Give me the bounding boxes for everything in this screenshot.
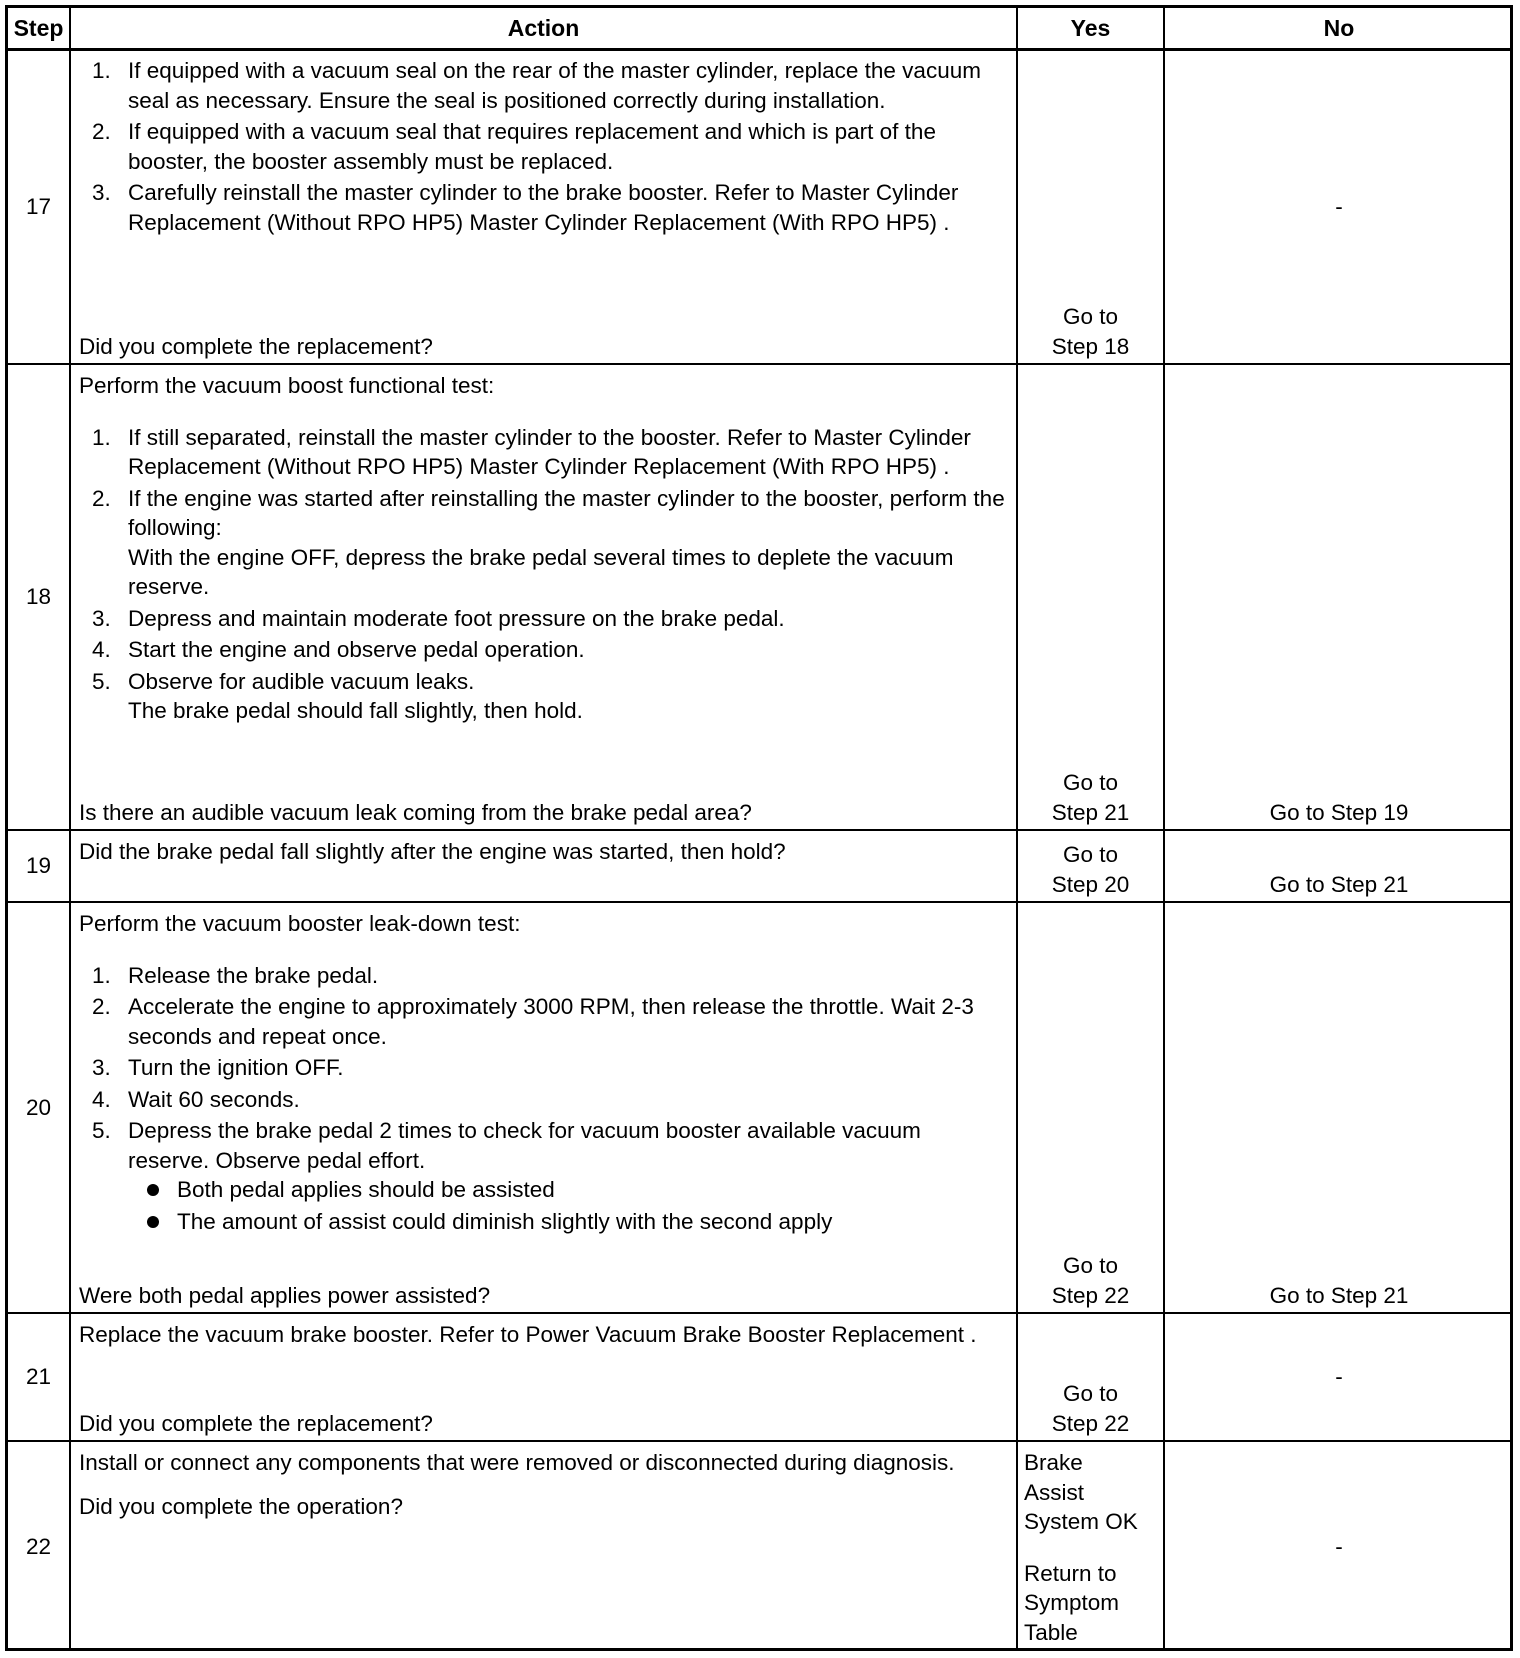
yes-line: Go to xyxy=(1062,842,1119,867)
step-number: 22 xyxy=(25,1533,52,1559)
list-item-text: If the engine was started after reinstalling the master cylinder to the booster, perform the following: xyxy=(128,485,1005,540)
yes-line: Assist xyxy=(1024,1479,1085,1505)
no-cell xyxy=(1165,903,1513,1312)
list-item-text: If equipped with a vacuum seal that requires replacement and which is part of the booster, the booster assembly must be replaced. xyxy=(128,119,936,174)
yes-cell xyxy=(1018,1314,1163,1440)
list-item-note: The brake pedal should fall slightly, then hold. xyxy=(128,698,583,723)
action-list xyxy=(79,56,1008,237)
list-item: 5. Depress the brake pedal 2 times to check for vacuum booster available vacuum reserve. Observe pedal effort. Both pedal applies should be assisted The amount of assist could diminish slightly with the second apply xyxy=(79,1116,1008,1236)
intro-text: Perform the vacuum boost functional test: xyxy=(79,373,495,398)
bullet-list xyxy=(128,1175,1008,1236)
list-item: 4. Start the engine and observe pedal operation. xyxy=(92,637,585,662)
yes-line: Brake xyxy=(1024,1450,1083,1475)
list-item-text: Turn the ignition OFF. xyxy=(128,1055,344,1080)
no-cell: - xyxy=(1335,193,1343,219)
no-line: Go to Step 21 xyxy=(1269,1282,1409,1308)
yes-line: Symptom xyxy=(1024,1590,1120,1615)
yes-cell xyxy=(1018,365,1163,829)
header-step: Step xyxy=(13,15,64,41)
yes-line: Step 22 xyxy=(1051,1410,1130,1436)
list-item-text: Depress and maintain moderate foot pressure on the brake pedal. xyxy=(128,605,785,631)
yes-line: Table xyxy=(1024,1619,1078,1645)
yes-line: Go to xyxy=(1062,1253,1119,1278)
bullet-item xyxy=(128,1207,1008,1237)
list-item-note: With the engine OFF, depress the brake pedal several times to deplete the vacuum reserve. xyxy=(128,544,954,599)
no-line: Go to Step 21 xyxy=(1269,871,1409,897)
yes-line: Step 18 xyxy=(1051,333,1130,359)
no-cell xyxy=(1165,365,1513,829)
yes-line: Step 20 xyxy=(1051,871,1130,897)
yes-cell xyxy=(1018,1442,1163,1651)
step-number: 21 xyxy=(25,1364,52,1390)
list-item-text: Release the brake pedal. xyxy=(128,962,379,988)
step-number: 17 xyxy=(25,193,52,219)
list-item-text: Observe for audible vacuum leaks. xyxy=(128,668,475,694)
bullet-item xyxy=(128,1175,1008,1205)
bullet-dot-icon xyxy=(147,1184,159,1196)
bullet-text: The amount of assist could diminish slightly with the second apply xyxy=(177,1208,833,1234)
action-cell xyxy=(71,1442,1016,1651)
action-cell xyxy=(71,50,1016,363)
question-text: Did you complete the replacement? xyxy=(79,1410,433,1436)
question-text: Did you complete the replacement? xyxy=(79,333,433,359)
action-cell xyxy=(71,903,1016,1312)
yes-line: System OK xyxy=(1024,1509,1138,1534)
list-item: 2. If the engine was started after reinstalling the master cylinder to the booster, perform the following: With the engine OFF, depress the brake pedal several times to deplete the vacuum reserve. xyxy=(79,484,1008,602)
list-item-text: Start the engine and observe pedal operation. xyxy=(128,637,585,662)
step-number: 20 xyxy=(25,1094,52,1120)
action-cell xyxy=(71,1314,1016,1440)
list-item-text: Wait 60 seconds. xyxy=(128,1086,300,1112)
list-item: 1. If still separated, reinstall the master cylinder to the booster. Refer to Master Cylinder Replacement (Without RPO HP5) Master Cylinder Replacement (With RPO HP5) . xyxy=(92,424,971,479)
header-action: Action xyxy=(507,15,580,41)
list-item-text: If still separated, reinstall the master cylinder to the booster. Refer to Master Cylinder Replacement (Without RPO HP5) Master Cylinder Replacement (With RPO HP5) . xyxy=(128,424,971,479)
header-no: No xyxy=(1323,15,1355,41)
list-item: 2. If equipped with a vacuum seal that requires replacement and which is part of the booster, the booster assembly must be replaced. xyxy=(92,119,936,174)
list-item: 4. Wait 60 seconds. xyxy=(92,1086,300,1112)
action-list xyxy=(79,423,1008,726)
yes-line: Return to xyxy=(1024,1560,1117,1586)
no-cell xyxy=(1165,831,1513,901)
list-item: 1. If equipped with a vacuum seal on the rear of the master cylinder, replace the vacuum seal as necessary. Ensure the seal is positioned correctly during installation. xyxy=(92,58,981,113)
list-item: 2. Accelerate the engine to approximately 3000 RPM, then release the throttle. Wait 2-3 seconds and repeat once. xyxy=(92,994,974,1049)
yes-cell xyxy=(1018,50,1163,363)
action-cell xyxy=(71,365,1016,829)
question-text: Did the brake pedal fall slightly after the engine was started, then hold? xyxy=(79,839,786,864)
question-text: Were both pedal applies power assisted? xyxy=(79,1282,491,1308)
bullet-dot-icon xyxy=(147,1216,159,1228)
list-item: 3. Carefully reinstall the master cylinder to the brake booster. Refer to Master Cylinder Replacement (Without RPO HP5) Master Cylinder Replacement (With RPO HP5) . xyxy=(92,180,959,235)
list-item-text: Carefully reinstall the master cylinder to the brake booster. Refer to Master Cylinder Replacement (Without RPO HP5) Master Cylinder Replacement (With RPO HP5) . xyxy=(128,180,959,235)
yes-line: Go to xyxy=(1062,770,1119,795)
yes-cell xyxy=(1018,831,1163,901)
list-item-text: Depress the brake pedal 2 times to check for vacuum booster available vacuum reserve. Observe pedal effort. xyxy=(128,1118,921,1173)
no-cell: - xyxy=(1335,1364,1343,1390)
intro-text: Replace the vacuum brake booster. Refer to Power Vacuum Brake Booster Replacement . xyxy=(79,1322,977,1347)
yes-line: Go to xyxy=(1062,1381,1119,1406)
question-text: Is there an audible vacuum leak coming from the brake pedal area? xyxy=(79,799,752,825)
list-item: 3. Depress and maintain moderate foot pressure on the brake pedal. xyxy=(92,605,785,631)
list-item: 5. Observe for audible vacuum leaks. The brake pedal should fall slightly, then hold. xyxy=(79,667,1008,726)
diagnostic-table xyxy=(5,5,1513,1651)
intro-text: Install or connect any components that were removed or disconnected during diagnosis. xyxy=(79,1450,955,1475)
list-item-text: Accelerate the engine to approximately 3000 RPM, then release the throttle. Wait 2-3 seconds and repeat once. xyxy=(128,994,974,1049)
yes-cell xyxy=(1018,903,1163,1312)
bullet-text: Both pedal applies should be assisted xyxy=(177,1177,555,1202)
no-line: Go to Step 19 xyxy=(1269,799,1409,825)
action-list xyxy=(79,961,1008,1237)
yes-line: Go to xyxy=(1062,304,1119,329)
header-yes: Yes xyxy=(1070,15,1111,41)
no-cell: - xyxy=(1335,1533,1343,1559)
list-item: 1. Release the brake pedal. xyxy=(92,962,379,988)
list-item: 3. Turn the ignition OFF. xyxy=(92,1055,344,1080)
action-cell xyxy=(71,831,1016,901)
question-text: Did you complete the operation? xyxy=(79,1493,403,1519)
list-item-text: If equipped with a vacuum seal on the rear of the master cylinder, replace the vacuum seal as necessary. Ensure the seal is positioned correctly during installation. xyxy=(128,58,981,113)
yes-line: Step 21 xyxy=(1051,799,1130,825)
step-number: 18 xyxy=(25,584,52,610)
intro-text: Perform the vacuum booster leak-down test: xyxy=(79,911,521,936)
yes-line: Step 22 xyxy=(1051,1282,1130,1308)
step-number: 19 xyxy=(25,853,52,879)
